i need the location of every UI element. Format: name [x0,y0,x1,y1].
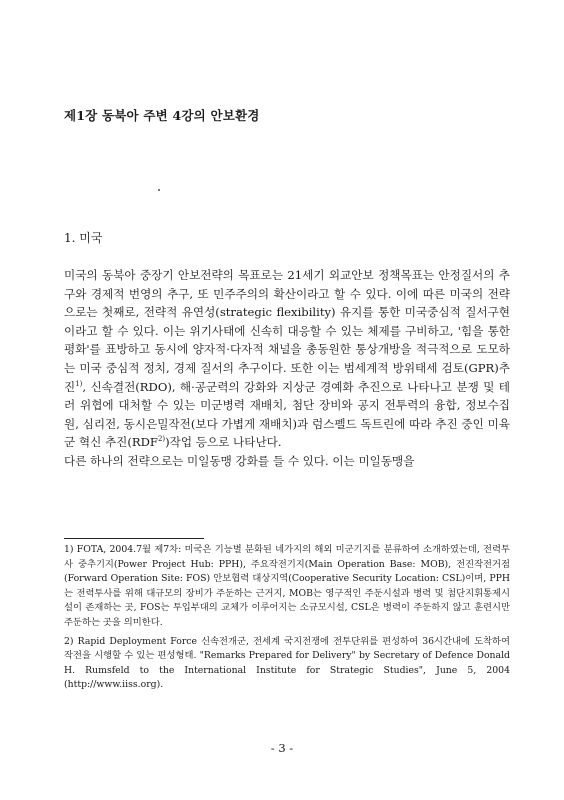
paragraph-1-part-b: , 신속결전(RDO), 해·공군력의 강화와 지상군 경예화 추진으로 나타나고 분쟁 및 테러 위협에 대처할 수 있는 미군병력 재배치, 첨단 장비와 공지 전투력의 융합, 정보수집원, 심리전, 동시은밀작전(보다 가볍게 재배치)과 럼스펠드 독트린에 따라 추진 중인 미육군 혁신 추진(RDF [64,379,510,450]
paragraph-1-part-a: 미국의 동북아 중장기 안보전략의 목표로는 21세기 외교안보 정책목표는 안정질서의 추구와 경제적 번영의 추구, 또 민주주의의 확산이라고 할 수 있다. 이에 따른 미국의 전략으로는 첫째로, 전략적 유연성(strategic flexibility) 유지를 통한 미국중심적 질서구현이라고 할 수 있다. 이는 위기사태에 신속히 대응할 수 있는 체제를 구비하고, '힘을 통한 평화'를 표방하고 동시에 양자적·다자적 채널을 총동원한 통상개방을 적극적으로 도모하는 미국 중심적 정치, 경제 질서의 추구이다. 또한 이는 범세계적 방위태세 검토(GPR)추진 [64,268,510,394]
paragraph-1-part-c: )작업 등으로 나타난다. [165,435,282,450]
body-text [64,266,510,471]
section-heading: 1. 미국 [64,231,103,245]
footnote-2: 2) Rapid Deployment Force 신속전개군, 전세계 국지전쟁에 전투단위를 편성하여 36시간내에 도착하여 작전을 시행할 수 있는 편성형태. "Remarks Prepared for Delivery" by Secretary of Defence Donald H. Rumsfeld to the International Institute for Strategic Studies", June 5, 2004 (http://www.iiss.org). [64,635,510,691]
footnotes [64,543,510,697]
footnote-1: 1) FOTA, 2004.7월 제7차: 미국은 기능별 분화된 네가지의 해외 미군기지를 분류하여 소개하였는데, 전력투사 중추기지(Power Project Hub: PPH), 주요작전기지(Main Operation Base: MOB), 전진작전거점(Forward Operation Site: FOS) 안보협력 대상지역(Cooperative Security Location: CSL)이며, PPH는 전력투사를 위해 대규모의 장비가 주둔하는 근거지, MOB는 영구적인 주둔시설과 병력 및 첨단지휘통제시설이 존재하는 곳, FOS는 투입부대의 교체가 이루어지는 소규모시설, CSL은 병력이 주둔하지 않고 훈련시만 주둔하는 곳을 의미한다. [64,544,510,628]
footnote-ref-1[interactable]: 1) [75,379,83,388]
paragraph-2: 다른 하나의 전략으로는 미일동맹 강화를 들 수 있다. 이는 미일동맹을 [64,453,415,468]
footnote-divider [64,538,204,539]
page-number: - 3 - [270,741,294,755]
paragraph-1 [64,266,510,452]
chapter-title: 제1장 동북아 주변 4강의 안보환경 [64,108,260,123]
footnote-ref-2[interactable]: 2) [157,435,166,444]
scan-speck [158,189,160,191]
